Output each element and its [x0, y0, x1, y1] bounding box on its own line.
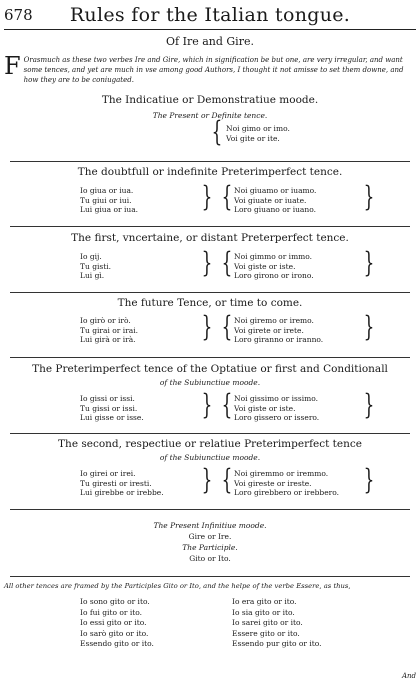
perfect-plural	[234, 252, 314, 281]
brace-future: }	[201, 310, 213, 343]
compound-right-column	[232, 597, 322, 650]
brace-perfect: }	[363, 246, 375, 279]
form-line: Io era gito or ito.	[232, 597, 297, 606]
participle-label: The Participle.	[182, 543, 238, 552]
form-line: Noi gissimo or issimo.	[234, 394, 319, 403]
form-line: Tu gissi or issi.	[80, 403, 138, 413]
brace-imperfect: {	[221, 180, 233, 213]
form-line: Io fui gito or ito.	[80, 607, 143, 617]
present-tense-label: The Present or Definite tence.	[152, 111, 268, 120]
section-rule	[10, 357, 410, 358]
subjunctive-plural	[234, 469, 339, 498]
section-rule	[10, 433, 410, 434]
form-line: Io sono gito or ito.	[80, 597, 150, 606]
future-singular	[80, 316, 138, 345]
brace-optative: {	[221, 388, 233, 421]
form-line: Loro girebbero or irebbero.	[234, 488, 340, 497]
subjunctive-singular	[80, 469, 164, 498]
indicative-title: The Indicatiue or Demonstratiue moode.	[101, 94, 319, 106]
catchword: And	[401, 672, 416, 680]
form-line: Voi girete or irete.	[234, 325, 304, 335]
drop-cap: F	[4, 52, 21, 80]
compound-intro: All other tences are framed by the Participles Gito or Ito, and the helpe of the verbe Essere, as thus,	[4, 582, 351, 590]
running-title: Rules for the Italian tongue.	[69, 4, 351, 26]
form-line: Loro giranno or iranno.	[234, 335, 324, 344]
form-line: Io girei or irei.	[80, 469, 136, 478]
section-rule	[10, 292, 410, 293]
section-rule	[10, 161, 410, 162]
form-line: Essendo pur gito or ito.	[232, 639, 322, 648]
section-title: Of Ire and Gire.	[166, 35, 254, 48]
form-line: Io girò or irò.	[80, 316, 131, 325]
form-line: Io giua or iua.	[80, 186, 134, 195]
participle-forms: Gito or Ito.	[189, 554, 231, 563]
form-line: Tu girai or irai.	[80, 325, 138, 335]
imperfect-singular	[80, 186, 138, 215]
page-number: 678	[4, 6, 33, 24]
brace-imperfect: }	[201, 180, 213, 213]
form-line: Essendo gito or ito.	[80, 639, 154, 648]
brace-optative: }	[201, 388, 213, 421]
perfect-singular	[80, 252, 111, 281]
form-line: Lui girebbe or irebbe.	[80, 488, 164, 497]
subjunctive-subtitle: of the Subiunctiue moode.	[159, 453, 261, 462]
form-line: Voi gite or ite.	[226, 133, 280, 143]
future-plural	[234, 316, 323, 345]
form-line: Tu giui or iui.	[80, 195, 132, 205]
form-line: Noi giremmo or iremmo.	[234, 469, 329, 478]
indicative-plural	[226, 124, 290, 143]
form-line: Loro gissero or issero.	[234, 413, 320, 422]
future-title: The future Tence, or time to come.	[117, 297, 303, 309]
infinitive-label: The Present Infinitiue moode.	[153, 521, 267, 530]
section-rule	[10, 576, 410, 577]
infinitive-forms: Gire or Ire.	[188, 532, 232, 541]
form-line: Loro giuano or iuano.	[234, 205, 316, 214]
optative-subtitle: of the Subiunctiue moode.	[159, 378, 261, 387]
imperfect-title: The doubtfull or indefinite Preterimperfect tence.	[77, 166, 343, 178]
brace-future: }	[363, 310, 375, 343]
brace-indicative: {	[211, 115, 223, 148]
brace-imperfect: }	[363, 180, 375, 213]
form-line: Io sarei gito or ito.	[232, 618, 303, 627]
form-line: Noi gimo or imo.	[226, 124, 290, 133]
imperfect-plural	[234, 186, 316, 215]
section-rule	[10, 226, 410, 227]
form-line: Voi gireste or ireste.	[234, 478, 312, 488]
section-rule	[10, 509, 410, 510]
form-line: Lui giua or iua.	[80, 205, 139, 214]
form-line: Io sarò gito or ito.	[80, 628, 149, 638]
form-line: Io essi gito or ito.	[80, 618, 147, 627]
form-line: Voi giste or iste.	[234, 403, 296, 413]
compound-left-column	[80, 597, 154, 650]
form-line: Tu giresti or iresti.	[80, 478, 152, 488]
form-line: Loro girono or irono.	[234, 271, 314, 280]
perfect-title: The first, vncertaine, or distant Preterperfect tence.	[71, 232, 349, 244]
form-line: Io sia gito or ito.	[232, 607, 295, 617]
form-line: Lui gì.	[80, 271, 105, 280]
form-line: Io gij.	[80, 252, 102, 261]
brace-perfect: }	[201, 246, 213, 279]
brace-subjunctive: }	[363, 463, 375, 496]
intro-text: Orasmuch as these two verbes Ire and Gire, which in signification be but one, are very irregular, and want some tences, and yet are much in vse among good Authors, I thought it not amisse to set them downe, and how they are to be coniugated.	[23, 56, 404, 84]
intro-paragraph	[4, 52, 414, 85]
form-line: Noi gimmo or immo.	[234, 252, 313, 261]
form-line: Lui girà or irà.	[80, 335, 136, 344]
form-line: Essere gito or ito.	[232, 628, 300, 638]
optative-plural	[234, 394, 319, 423]
subjunctive-title: The second, respectiue or relatiue Preterimperfect tence	[58, 438, 362, 450]
form-line: Lui gisse or isse.	[80, 413, 144, 422]
brace-subjunctive: }	[201, 463, 213, 496]
brace-optative: }	[363, 388, 375, 421]
form-line: Voi giuate or iuate.	[234, 195, 307, 205]
optative-title: The Preterimperfect tence of the Optatiue or first and Conditionall	[32, 363, 388, 375]
brace-subjunctive: {	[221, 463, 233, 496]
optative-singular	[80, 394, 144, 423]
form-line: Noi giuamo or iuamo.	[234, 186, 317, 195]
brace-future: {	[221, 310, 233, 343]
header-rule	[4, 29, 416, 30]
form-line: Io gissi or issi.	[80, 394, 135, 403]
brace-perfect: {	[221, 246, 233, 279]
form-line: Tu gisti.	[80, 261, 112, 271]
form-line: Noi giremo or iremo.	[234, 316, 314, 325]
form-line: Voi giste or iste.	[234, 261, 296, 271]
